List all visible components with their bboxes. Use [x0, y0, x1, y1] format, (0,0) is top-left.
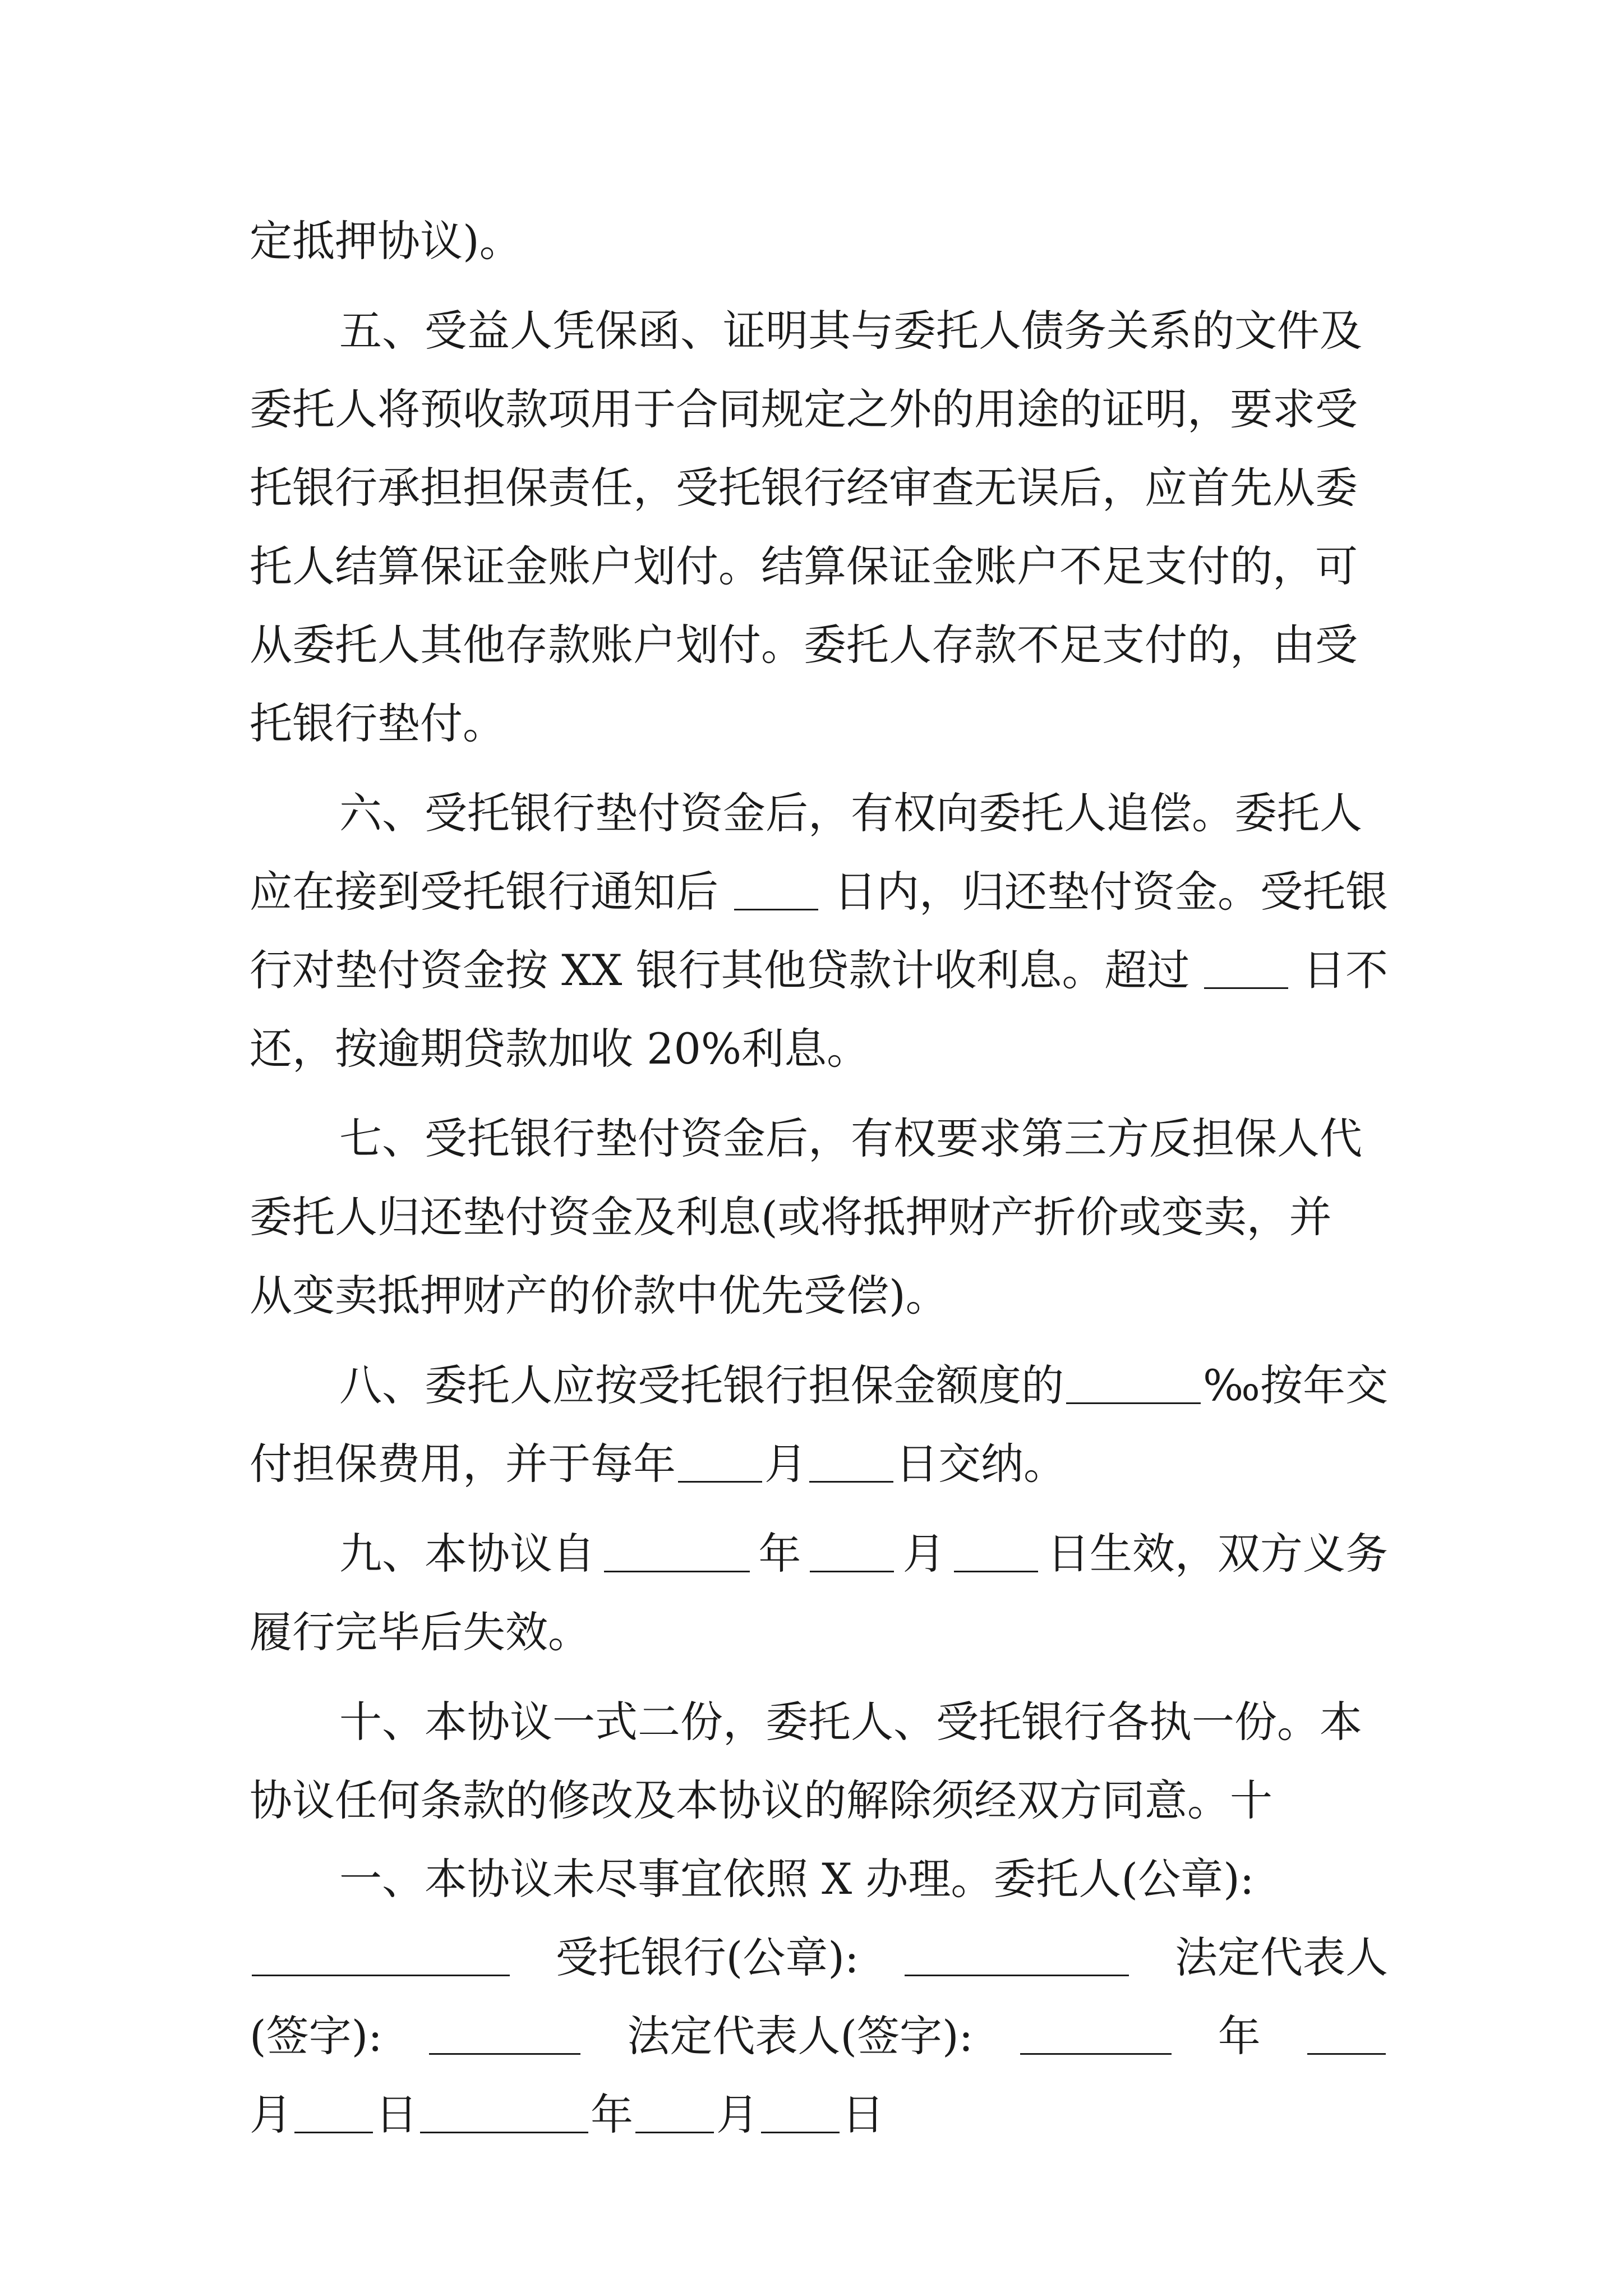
- line-text: 托人结算保证金账户划付。结算保证金账户不足支付的，可: [250, 541, 1358, 591]
- fill-in-blank[interactable]: [1066, 1368, 1201, 1404]
- text-line: [250, 1918, 1388, 1997]
- line-text: 月: [250, 2090, 292, 2139]
- line-text: 月: [764, 1439, 807, 1489]
- text-line: [250, 1257, 1388, 1335]
- line-text: 七、受托银行垫付资金后，有权要求第三方反担保人代: [339, 1114, 1362, 1163]
- text-line: [250, 1099, 1388, 1178]
- line-text: 从变卖抵押财产的价款中优先受偿)。: [250, 1271, 948, 1320]
- text-line: [250, 527, 1388, 606]
- line-text: 月: [902, 1529, 946, 1579]
- text-line: [250, 449, 1388, 527]
- line-text: 八、委托人应按受托银行担保金额度的: [339, 1360, 1064, 1410]
- line-text: 法定代表人(签字):: [627, 2011, 974, 2061]
- fill-in-blank[interactable]: [809, 1446, 893, 1483]
- line-text: 协议任何条款的修改及本协议的解除须经双方同意。十: [250, 1775, 1272, 1825]
- text-line: [250, 931, 1388, 1010]
- line-text: 年: [758, 1529, 801, 1579]
- fill-in-blank[interactable]: [294, 2097, 373, 2133]
- line-text: 日不: [1303, 945, 1388, 995]
- fill-in-blank[interactable]: [761, 2097, 840, 2133]
- line-text: ‰按年交: [1203, 1360, 1388, 1410]
- line-text: 日交纳。: [896, 1439, 1066, 1489]
- text-line: [250, 2076, 1388, 2154]
- line-text: 法定代表人: [1174, 1932, 1388, 1982]
- line-text: 行对垫付资金按 XX 银行其他贷款计收利息。超过: [250, 945, 1190, 995]
- line-text: 委托人将预收款项用于合同规定之外的用途的证明，要求受: [250, 384, 1358, 434]
- text-line: [250, 1425, 1388, 1503]
- line-text: 受托银行(公章):: [555, 1932, 859, 1982]
- line-text: 从委托人其他存款账户划付。委托人存款不足支付的，由受: [250, 620, 1358, 670]
- line-text: 一、本协议未尽事宜依照 X 办理。委托人(公章):: [339, 1854, 1255, 1904]
- line-text: 九、本协议自: [339, 1529, 595, 1579]
- text-line: [250, 370, 1388, 449]
- line-text: 付担保费用，并于每年: [250, 1439, 676, 1489]
- fill-in-blank[interactable]: [429, 2018, 580, 2055]
- text-line: [250, 1761, 1388, 1840]
- line-text: 日内，归还垫付资金。受托银: [834, 867, 1388, 917]
- text-line: [250, 684, 1388, 763]
- text-line: [250, 1593, 1388, 1672]
- text-line: [250, 1178, 1388, 1257]
- text-line: [250, 1997, 1388, 2076]
- text-line: [250, 774, 1388, 853]
- line-text: 日: [842, 2090, 884, 2139]
- line-text: 日生效，双方义务: [1046, 1529, 1388, 1579]
- line-text: 还，按逾期贷款加收 20%利息。: [250, 1024, 870, 1074]
- line-text: 月: [716, 2090, 759, 2139]
- fill-in-blank[interactable]: [252, 1940, 510, 1976]
- fill-in-blank[interactable]: [678, 1446, 762, 1483]
- line-text: 履行完毕后失效。: [250, 1607, 591, 1657]
- fill-in-blank[interactable]: [954, 1536, 1038, 1572]
- fill-in-blank[interactable]: [810, 1536, 894, 1572]
- line-text: 年: [591, 2090, 633, 2139]
- text-line: [250, 1840, 1388, 1918]
- text-line: [250, 1010, 1388, 1088]
- line-text: 托银行承担担保责任，受托银行经审查无误后，应首先从委: [250, 463, 1358, 513]
- line-text: 委托人归还垫付资金及利息(或将抵押财产折价或变卖，并: [250, 1192, 1332, 1242]
- text-line: [250, 292, 1388, 370]
- line-text: 应在接到受托银行通知后: [250, 867, 718, 917]
- text-line: [250, 1346, 1388, 1425]
- line-text: (签字):: [250, 2011, 382, 2061]
- fill-in-blank[interactable]: [604, 1536, 750, 1572]
- fill-in-blank[interactable]: [635, 2097, 714, 2133]
- line-text: 六、受托银行垫付资金后，有权向委托人追偿。委托人: [339, 788, 1362, 838]
- text-line: [250, 1683, 1388, 1761]
- line-text: 年: [1218, 2011, 1261, 2061]
- text-line: [250, 1515, 1388, 1593]
- line-text: 日: [375, 2090, 418, 2139]
- text-line: [250, 853, 1388, 931]
- line-text: 五、受益人凭保函、证明其与委托人债务关系的文件及: [339, 306, 1362, 356]
- line-text: 托银行垫付。: [250, 698, 505, 748]
- line-text: 十、本协议一式二份，委托人、受托银行各执一份。本: [339, 1697, 1362, 1747]
- fill-in-blank[interactable]: [1020, 2018, 1172, 2055]
- fill-in-blank[interactable]: [420, 2097, 588, 2133]
- line-text: 定抵押协议)。: [250, 216, 522, 266]
- fill-in-blank[interactable]: [734, 874, 818, 910]
- fill-in-blank[interactable]: [1204, 953, 1288, 989]
- fill-in-blank[interactable]: [1307, 2018, 1386, 2055]
- text-line: [250, 202, 1388, 280]
- text-line: [250, 606, 1388, 684]
- fill-in-blank[interactable]: [905, 1940, 1129, 1976]
